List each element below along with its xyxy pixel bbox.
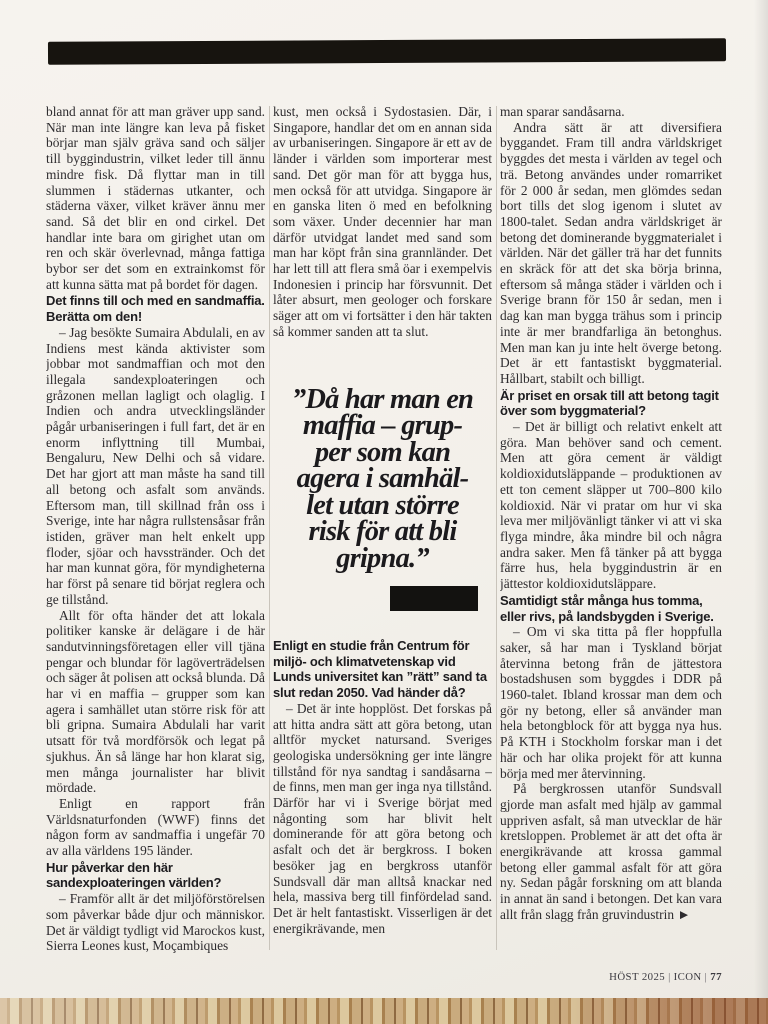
pull-quote-line: ”Då har man en bbox=[291, 383, 474, 415]
body-paragraph: På bergkrossen utanför Sundsvall gjorde man asfalt med hjälp av gammal uppriven asfalt, så man utvecklar de här kretsloppen. Problemet är att det ofta är energikrävande att krossa gammal betong eller gammal asfalt för att göra ny. Sedan pågår forskning om att blanda in annat än sand i betongen. Det kan vara allt från slagg från gruvindustrin ► bbox=[500, 781, 722, 922]
body-paragraph: Allt för ofta händer det att lokala politiker kanske är delägare i de här sandutvinningsföretagen eller vill tjäna pengar och blundar för lagöverträdelsen och säger åt polisen att också blunda. Då har vi en maffia – grupper som kan agera i samhället utan större risk för att bli gripna. Sumaira Abdulali har varit utsatt för två mordförsök och legat på sjukhus. Än så länge har hon klarat sig, men många journalister har blivit mördade. bbox=[46, 607, 265, 796]
wood-table-background bbox=[0, 998, 768, 1024]
interview-question: Hur påverkar den här sandexploateringen världen? bbox=[46, 859, 222, 891]
body-paragraph: – Det är inte hopplöst. Det forskas på att hitta andra sätt att göra betong, utan alltför mycket natursand. Sveriges geologiska undersökning ger inte längre tillstånd för nya sandtag i sandåsarna – de finns, men man ger inga nya tillstånd. Därför har vi i Sverige börjat med någonting som har blivit helt dominerande för att göra betong och asfalt och det är bergkross. I boken besöker jag en bergkross utanför Sundsvall där man alltså knackar ned hela, massiva berg till finfördelad sand. Det är helt fantastiskt. Visserligen är det energikrävande, men bbox=[273, 700, 492, 936]
footer-separator: | bbox=[668, 971, 671, 983]
pull-quote-line: per som kan bbox=[314, 436, 451, 468]
body-paragraph: Andra sätt är att diversifiera byggandet. Fram till andra världskriget byggdes det mesta i världen av tegel och trä. Betong användes under romarriket för 2 000 år sedan, men glömdes sedan bort tills det slog igenom i slutet av 1800-talet. Sedan andra världskriget är betong det dominerande byggmaterialet i världen. När det gäller trä har det funnits en skräck för att det ska börja brinna, eftersom så många städer i världen och i Sverige brann för 150 år sedan, men i dag kan man bygga trähus som i princip inte är mer brandfarliga än betonghus. Men man kan ju inte helt överge betong. Det är ett fantastiskt byggmaterial. Hållbart, stabilt och billigt. bbox=[500, 119, 722, 386]
black-redaction-box bbox=[390, 586, 478, 611]
top-rule-bar bbox=[48, 38, 726, 65]
body-paragraph: – Det är billigt och relativt enkelt att göra. Man behöver sand och cement. Men att göra cement är väldigt koldioxidutsläppande – produktionen av ett ton cement släpper ut 700–800 kilo koldioxid. När vi pratar om hur vi ska leva mer miljövänligt tänker vi att vi ska flyga mindre, åka mindre bil och några andra saker. Men få tänker på att bygga färre hus, hela byggindustrin är en jättestor koldioxidutsläppare. bbox=[500, 419, 722, 592]
pull-quote-line: let utan större bbox=[306, 489, 459, 521]
pull-quote-line: maffia – grup- bbox=[302, 410, 463, 442]
pull-quote bbox=[273, 383, 492, 574]
body-paragraph: Enligt en rapport från Världsnaturfonden (WWF) finns det någon form av sandmaffia i ungefär 70 av alla världens 195 länder. bbox=[46, 795, 265, 859]
article-column-1 bbox=[46, 104, 265, 956]
column-rule bbox=[496, 106, 497, 950]
body-paragraph: – Jag besökte Sumaira Abdulali, en av Indiens mest kända aktivister som jobbar mot sandmaffian och mot den illegala sandexploateringen och gråzonen mellan lagligt och olaglig. I Indien och andra utvecklingsländer pågår urbaniseringen i full fart, det är en enorm inflyttning till Mumbai, Bengaluru, New Delhi och så vidare. Det har gjort att man måste ha sand till all betong och asfalt som används. Eftersom man, till skillnad från oss i Sverige, inte har några rullstensåsar från istiden, gräver man helt enkelt upp floder, sjöar och havsstränder. Och det har man kunnat göra, för myndigheterna har först på senare tid börjat reglera och ge tillstånd. bbox=[46, 324, 265, 607]
pull-quote-line: gripna.” bbox=[336, 542, 429, 574]
interview-question: Samtidigt står många hus tomma, eller rivs, på landsbygden i Sverige. bbox=[500, 592, 714, 624]
footer-page-number: 77 bbox=[710, 971, 722, 983]
interview-question: Är priset en orsak till att betong tagit över som byggmaterial? bbox=[500, 387, 719, 419]
body-paragraph: – Om vi ska titta på fler hoppfulla saker, så har man i Tyskland börjat återvinna betong från de jättestora bostadshusen som byggdes i DDR på 1960-talet. Ibland krossar man dem och gör ny betong, eller så använder man hela betongblock för att bygga nya hus. På KTH i Stockholm forskar man i det här och har olika projekt för att kunna börja med mer återvinning. bbox=[500, 624, 722, 781]
column-rule bbox=[269, 106, 270, 950]
body-paragraph: kust, men också i Sydostasien. Där, i Singapore, handlar det om en annan sida av urbaniseringen. Singapore är ett av de länder i världen som importerar mest sand. Det gör man för att bygga hus, men också för att utvidga. Singapore är en ganska liten ö med en befolkning som växer. Under decennier har man därför utvidgat landet med sand som man har köpt från sina grannländer. Det har lett till att flera små öar i exempelvis Indonesien i princip har försvunnit. Det låter absurt, men geologer och forskare säger att om vi fortsätter i den här takten så kommer sanden att ta slut. bbox=[273, 104, 492, 339]
interview-question: Enligt en studie från Centrum för miljö- och klimatvetenskap vid Lunds universitet kan ”rätt” sand ta slut redan 2050. Vad händer då? bbox=[273, 638, 487, 701]
pull-quote-line: agera i samhäl- bbox=[296, 463, 469, 495]
interview-question: Det finns till och med en sandmaffia. Berätta om den! bbox=[46, 293, 265, 325]
footer-separator: | bbox=[704, 971, 708, 983]
footer-magazine-name: ICON bbox=[673, 971, 702, 983]
body-paragraph: – Framför allt är det miljöförstörelsen som påverkar både djur och människor. Det är väldigt tydligt vid Marockos kust, Sierra Leones kust, Moçambiques bbox=[46, 891, 265, 954]
body-paragraph: man sparar sandåsarna. bbox=[500, 104, 625, 119]
footer-folio bbox=[609, 971, 722, 983]
article-columns bbox=[46, 104, 722, 956]
article-column-2 bbox=[273, 104, 492, 956]
footer-issue: HÖST 2025 bbox=[609, 971, 666, 983]
pull-quote-line: risk för att bli bbox=[308, 516, 457, 548]
body-paragraph: bland annat för att man gräver upp sand. När man inte längre kan leva på fisket börjar man själv gräva sand och säljer till byggindustrin, vilket leder till ännu mindre fisk. Då flyttar man in till slummen i städernas utkanter, och städerna växer, vilket kräver ännu mer sand. Så det blir en ond cirkel. Det handlar inte bara om girighet utan om ren och skär överlevnad, många fattiga bybor ser det som en extrainkomst för att kunna sätta mat på bordet för dagen. bbox=[46, 104, 265, 292]
article-column-3 bbox=[500, 104, 722, 956]
